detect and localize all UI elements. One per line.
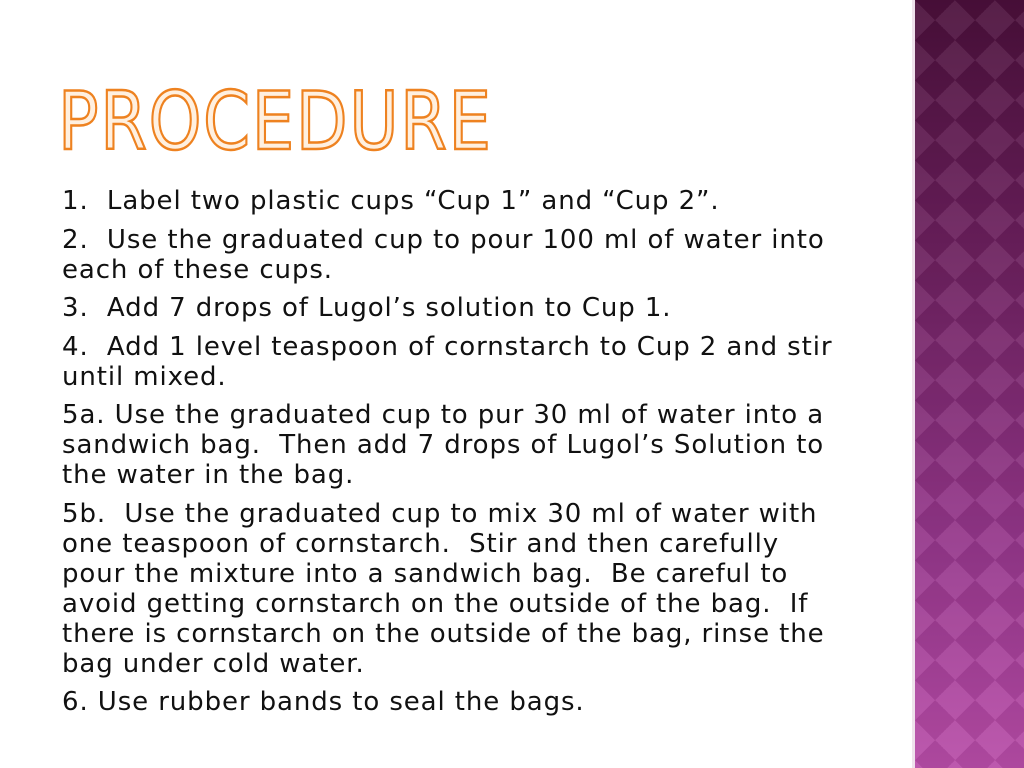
step-5b (62, 499, 902, 679)
step-line: bag under cold water. (62, 648, 365, 679)
decorative-side-strip (912, 0, 1024, 768)
step-2 (62, 225, 902, 285)
step-line: 1. Label two plastic cups “Cup 1” and “Cup 2”. (62, 186, 720, 216)
step-6 (62, 687, 902, 717)
step-line: sandwich bag. Then add 7 drops of Lugol’s Solution to (62, 430, 825, 460)
step-line: 5a. Use the graduated cup to pur 30 ml of water into a (62, 400, 825, 430)
step-line: 4. Add 1 level teaspoon of cornstarch to Cup 2 and stir (62, 331, 833, 362)
step-5a (62, 400, 902, 490)
step-line: 6. Use rubber bands to seal the bags. (62, 687, 585, 717)
step-line: 3. Add 7 drops of Lugol’s solution to Cup 1. (62, 293, 672, 323)
step-line: avoid getting cornstarch on the outside of the bag. If (62, 588, 809, 619)
step-line: each of these cups. (62, 254, 333, 285)
step-1 (62, 186, 902, 216)
slide-title: PROCEDURE (58, 75, 493, 168)
step-3 (62, 293, 902, 323)
step-line: 5b. Use the graduated cup to mix 30 ml of water with (62, 498, 818, 529)
step-line: 2. Use the graduated cup to pour 100 ml of water into (62, 224, 825, 255)
step-line: the water in the bag. (62, 460, 355, 490)
step-line: there is cornstarch on the outside of the bag, rinse the (62, 618, 825, 649)
procedure-steps (62, 186, 902, 726)
step-4 (62, 332, 902, 392)
step-line: until mixed. (62, 361, 227, 392)
step-line: pour the mixture into a sandwich bag. Be careful to (62, 558, 789, 589)
step-line: one teaspoon of cornstarch. Stir and then carefully (62, 528, 780, 559)
